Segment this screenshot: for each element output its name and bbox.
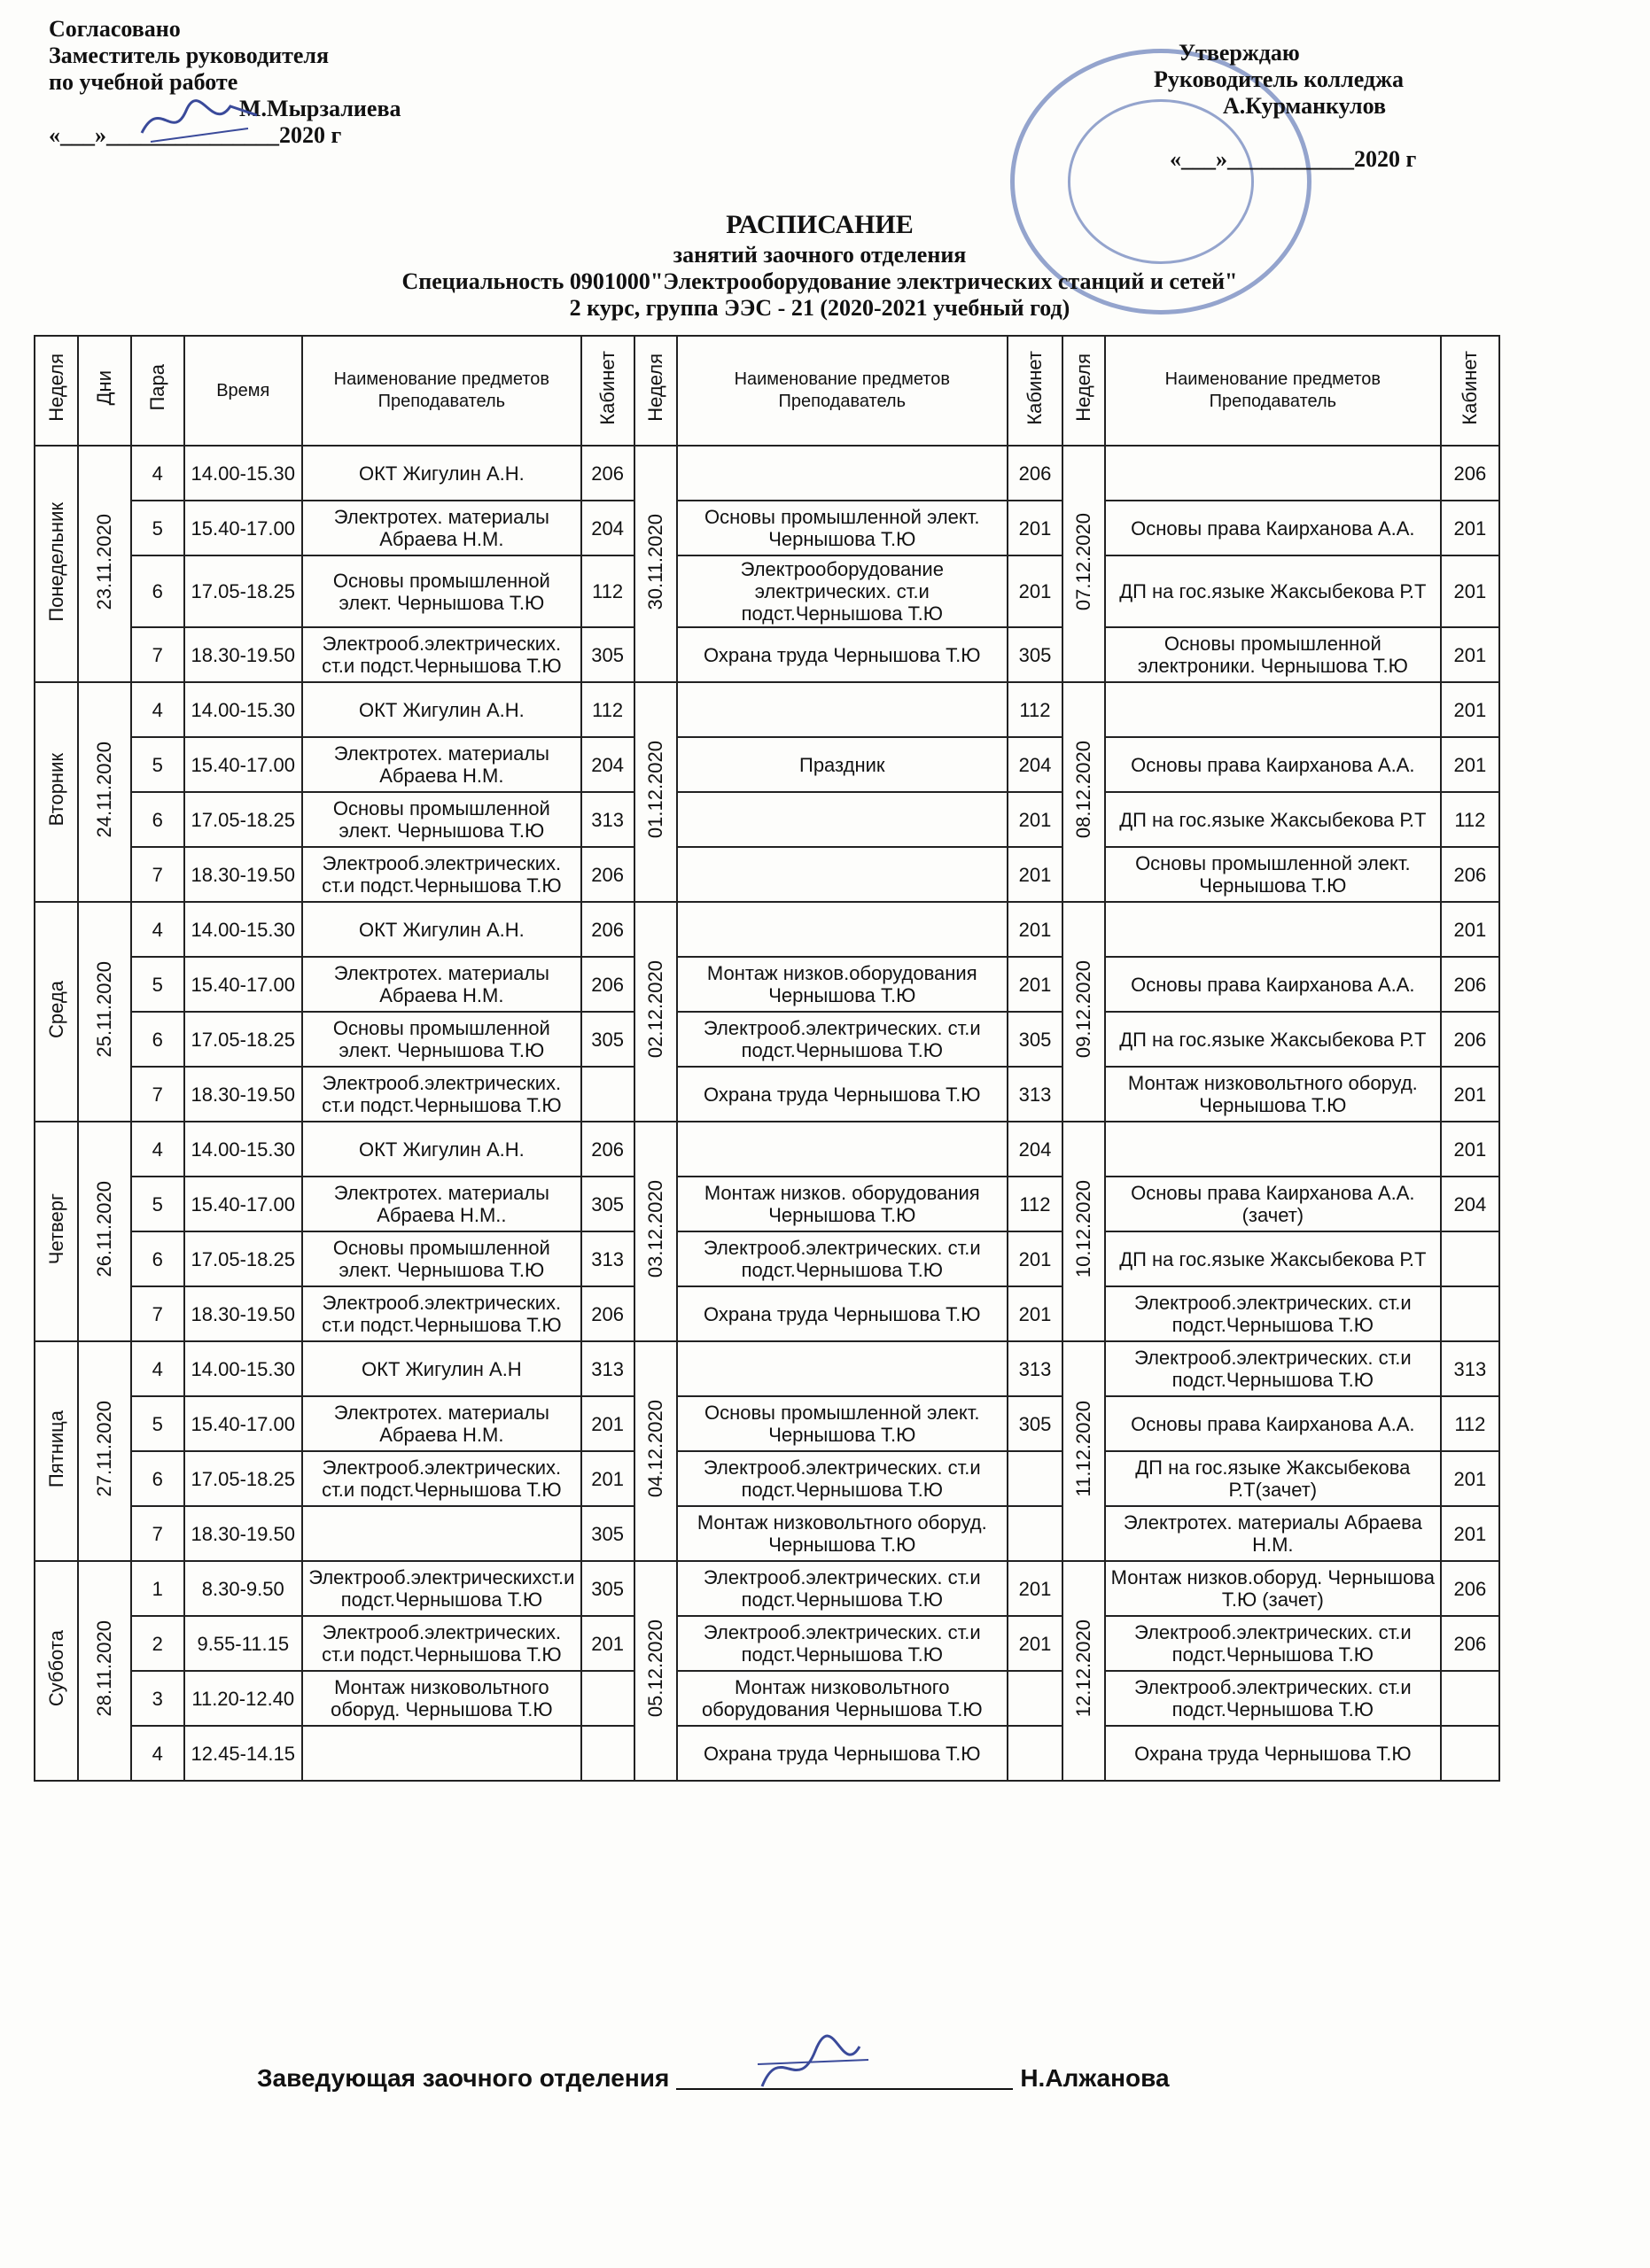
subject-week-2: Электрооб.электрических. ст.и подст.Чернышова Т.Ю <box>677 1012 1008 1067</box>
time-slot: 18.30-19.50 <box>184 627 302 682</box>
group: 2 курс, группа ЭЭС - 21 (2020-2021 учебный год) <box>569 295 1070 321</box>
time-slot: 8.30-9.50 <box>184 1561 302 1616</box>
subject-week-1: Электрооб.электрических. ст.и подст.Чернышова Т.Ю <box>302 847 581 902</box>
room-week-3 <box>1441 1671 1499 1726</box>
subject-week-1: Электротех. материалы Абраева Н.М. <box>302 501 581 555</box>
time-slot: 15.40-17.00 <box>184 1177 302 1231</box>
subject-week-1: Основы промышленной элект. Чернышова Т.Ю <box>302 555 581 627</box>
subject-week-1: Электротех. материалы Абраева Н.М. <box>302 737 581 792</box>
table-row <box>35 957 1499 1012</box>
subject-week-2 <box>677 682 1008 737</box>
subject-week-2: Монтаж низков. оборудования Чернышова Т.Ю <box>677 1177 1008 1231</box>
room-week-1: 206 <box>581 1286 634 1341</box>
room-week-3: 201 <box>1441 501 1499 555</box>
week-date-1: 23.11.2020 <box>78 446 131 682</box>
col-week: Неделя <box>35 336 78 446</box>
time-slot: 14.00-15.30 <box>184 1341 302 1396</box>
pair-number: 2 <box>131 1616 184 1671</box>
room-week-1: 313 <box>581 1341 634 1396</box>
room-week-2: 201 <box>1008 792 1062 847</box>
time-slot: 11.20-12.40 <box>184 1671 302 1726</box>
footer-label: Заведующая заочного отделения <box>257 2064 670 2092</box>
room-week-3: 206 <box>1441 1012 1499 1067</box>
col-room-3: Кабинет <box>1441 336 1499 446</box>
table-row <box>35 1122 1499 1177</box>
pair-number: 5 <box>131 501 184 555</box>
time-slot: 17.05-18.25 <box>184 1231 302 1286</box>
schedule-table <box>34 335 1500 1782</box>
day-name: Среда <box>35 902 78 1122</box>
time-slot: 17.05-18.25 <box>184 1451 302 1506</box>
week-date-2: 01.12.2020 <box>634 682 677 902</box>
week-date-1: 28.11.2020 <box>78 1561 131 1781</box>
subject-week-2 <box>677 847 1008 902</box>
room-week-3: 201 <box>1441 902 1499 957</box>
room-week-1: 206 <box>581 446 634 501</box>
room-week-1: 201 <box>581 1396 634 1451</box>
approval-position: Заместитель руководителя <box>49 43 330 68</box>
subject-week-2 <box>677 446 1008 501</box>
subject-week-3 <box>1105 446 1441 501</box>
week-date-1: 27.11.2020 <box>78 1341 131 1561</box>
subject-week-1: ОКТ Жигулин А.Н. <box>302 446 581 501</box>
subject-week-1: ОКТ Жигулин А.Н. <box>302 682 581 737</box>
subject-week-1: Электротех. материалы Абраева Н.М. <box>302 957 581 1012</box>
pair-number: 5 <box>131 1177 184 1231</box>
subject-week-3: Основы промышленной электроники. Чернышова Т.Ю <box>1105 627 1441 682</box>
week-date-2: 03.12.2020 <box>634 1122 677 1341</box>
room-week-3: 112 <box>1441 1396 1499 1451</box>
subject-week-3: Охрана труда Чернышова Т.Ю <box>1105 1726 1441 1781</box>
room-week-3: 204 <box>1441 1177 1499 1231</box>
subject-week-3: ДП на гос.языке Жаксыбекова Р.Т <box>1105 1231 1441 1286</box>
subject-week-3: ДП на гос.языке Жаксыбекова Р.Т(зачет) <box>1105 1451 1441 1506</box>
subject-week-3: ДП на гос.языке Жаксыбекова Р.Т <box>1105 1012 1441 1067</box>
col-subject-2: Наименование предметов Преподаватель <box>677 336 1008 446</box>
subject-week-3 <box>1105 902 1441 957</box>
time-slot: 15.40-17.00 <box>184 501 302 555</box>
approve-block <box>1154 40 1417 173</box>
col-week-2: Неделя <box>634 336 677 446</box>
subject-week-2: Основы промышленной элект. Чернышова Т.Ю <box>677 1396 1008 1451</box>
approval-date: «___»_______________2020 г <box>49 122 342 148</box>
room-week-2: 201 <box>1008 1561 1062 1616</box>
footer-signature <box>257 2064 1170 2093</box>
week-date-2: 05.12.2020 <box>634 1561 677 1781</box>
subject-week-3: Основы права Каирханова А.А. <box>1105 501 1441 555</box>
room-week-2: 204 <box>1008 1122 1062 1177</box>
subject-week-3: Основы права Каирханова А.А. <box>1105 957 1441 1012</box>
room-week-1: 206 <box>581 902 634 957</box>
subject-week-1: Электрооб.электрических. ст.и подст.Чернышова Т.Ю <box>302 1286 581 1341</box>
subject-week-1: Электрооб.электрическихст.и подст.Чернышова Т.Ю <box>302 1561 581 1616</box>
subject-week-3: Монтаж низков.оборуд. Чернышова Т.Ю (зачет) <box>1105 1561 1441 1616</box>
room-week-1: 305 <box>581 1506 634 1561</box>
table-row <box>35 1177 1499 1231</box>
pair-number: 5 <box>131 737 184 792</box>
subject-week-1 <box>302 1506 581 1561</box>
table-header-row <box>35 336 1499 446</box>
table-row <box>35 847 1499 902</box>
table-row <box>35 1561 1499 1616</box>
col-pair: Пара <box>131 336 184 446</box>
subject-week-3: ДП на гос.языке Жаксыбекова Р.Т <box>1105 555 1441 627</box>
subject-week-2: Основы промышленной элект. Чернышова Т.Ю <box>677 501 1008 555</box>
subject-week-2 <box>677 1341 1008 1396</box>
pair-number: 6 <box>131 792 184 847</box>
room-week-1: 313 <box>581 792 634 847</box>
col-days: Дни <box>78 336 131 446</box>
approve-title: Утверждаю <box>1179 40 1300 66</box>
table-row <box>35 1616 1499 1671</box>
room-week-2: 112 <box>1008 682 1062 737</box>
subject-week-2 <box>677 902 1008 957</box>
subject-week-3: Основы промышленной элект. Чернышова Т.Ю <box>1105 847 1441 902</box>
subject-week-1: Электрооб.электрических. ст.и подст.Чернышова Т.Ю <box>302 1616 581 1671</box>
room-week-1: 206 <box>581 957 634 1012</box>
room-week-2: 201 <box>1008 1616 1062 1671</box>
subject-week-1: Основы промышленной элект. Чернышова Т.Ю <box>302 1231 581 1286</box>
room-week-2: 313 <box>1008 1341 1062 1396</box>
room-week-2: 201 <box>1008 1231 1062 1286</box>
subject-week-2: Электрооборудование электрических. ст.и подст.Чернышова Т.Ю <box>677 555 1008 627</box>
time-slot: 18.30-19.50 <box>184 847 302 902</box>
room-week-2: 201 <box>1008 555 1062 627</box>
time-slot: 14.00-15.30 <box>184 902 302 957</box>
subject-week-2: Монтаж низковольтного оборудования Чернышова Т.Ю <box>677 1671 1008 1726</box>
week-date-3: 07.12.2020 <box>1062 446 1105 682</box>
room-week-2: 112 <box>1008 1177 1062 1231</box>
room-week-1 <box>581 1067 634 1122</box>
time-slot: 12.45-14.15 <box>184 1726 302 1781</box>
room-week-1: 305 <box>581 627 634 682</box>
subject-week-2 <box>677 792 1008 847</box>
room-week-1 <box>581 1726 634 1781</box>
week-date-3: 09.12.2020 <box>1062 902 1105 1122</box>
day-name: Вторник <box>35 682 78 902</box>
room-week-2: 305 <box>1008 1396 1062 1451</box>
room-week-1 <box>581 1671 634 1726</box>
room-week-3 <box>1441 1231 1499 1286</box>
table-row <box>35 446 1499 501</box>
signature-left <box>133 89 266 151</box>
subject-week-3: Основы права Каирханова А.А. <box>1105 737 1441 792</box>
time-slot: 18.30-19.50 <box>184 1286 302 1341</box>
pair-number: 4 <box>131 902 184 957</box>
approval-name: М.Мырзалиева <box>239 96 401 121</box>
pair-number: 7 <box>131 1506 184 1561</box>
room-week-1: 201 <box>581 1616 634 1671</box>
room-week-2 <box>1008 1506 1062 1561</box>
table-row <box>35 1671 1499 1726</box>
room-week-2 <box>1008 1451 1062 1506</box>
subject-week-1 <box>302 1726 581 1781</box>
week-date-2: 30.11.2020 <box>634 446 677 682</box>
time-slot: 18.30-19.50 <box>184 1067 302 1122</box>
subject-week-2 <box>677 1122 1008 1177</box>
subject-week-3: Электротех. материалы Абраева Н.М. <box>1105 1506 1441 1561</box>
room-week-3: 313 <box>1441 1341 1499 1396</box>
pair-number: 3 <box>131 1671 184 1726</box>
day-name: Пятница <box>35 1341 78 1561</box>
subject-week-1: Электрооб.электрических. ст.и подст.Чернышова Т.Ю <box>302 1067 581 1122</box>
week-date-1: 24.11.2020 <box>78 682 131 902</box>
room-week-1: 201 <box>581 1451 634 1506</box>
room-week-1: 204 <box>581 737 634 792</box>
table-row <box>35 1726 1499 1781</box>
week-date-2: 02.12.2020 <box>634 902 677 1122</box>
room-week-3: 201 <box>1441 1451 1499 1506</box>
approve-position: Руководитель колледжа <box>1154 66 1404 92</box>
pair-number: 4 <box>131 1341 184 1396</box>
room-week-1: 112 <box>581 555 634 627</box>
room-week-1: 305 <box>581 1561 634 1616</box>
pair-number: 7 <box>131 847 184 902</box>
room-week-2: 305 <box>1008 627 1062 682</box>
room-week-1: 305 <box>581 1177 634 1231</box>
subject-week-3: Монтаж низковольтного оборуд. Чернышова Т.Ю <box>1105 1067 1441 1122</box>
subject-week-3: Электрооб.электрических. ст.и подст.Чернышова Т.Ю <box>1105 1341 1441 1396</box>
room-week-2: 201 <box>1008 847 1062 902</box>
room-week-3: 206 <box>1441 847 1499 902</box>
subject-week-1: ОКТ Жигулин А.Н. <box>302 902 581 957</box>
subject-week-2: Охрана труда Чернышова Т.Ю <box>677 627 1008 682</box>
time-slot: 18.30-19.50 <box>184 1506 302 1561</box>
day-name: Четверг <box>35 1122 78 1341</box>
room-week-2 <box>1008 1726 1062 1781</box>
room-week-3: 201 <box>1441 627 1499 682</box>
subject-week-3 <box>1105 1122 1441 1177</box>
room-week-3: 206 <box>1441 957 1499 1012</box>
time-slot: 15.40-17.00 <box>184 1396 302 1451</box>
subject-week-1: Электрооб.электрических. ст.и подст.Чернышова Т.Ю <box>302 627 581 682</box>
room-week-3: 112 <box>1441 792 1499 847</box>
subject-week-2: Электрооб.электрических. ст.и подст.Чернышова Т.Ю <box>677 1451 1008 1506</box>
subject-week-2: Электрооб.электрических. ст.и подст.Чернышова Т.Ю <box>677 1616 1008 1671</box>
pair-number: 4 <box>131 1122 184 1177</box>
room-week-2: 204 <box>1008 737 1062 792</box>
room-week-2 <box>1008 1671 1062 1726</box>
subject-week-1: Основы промышленной элект. Чернышова Т.Ю <box>302 792 581 847</box>
room-week-2: 206 <box>1008 446 1062 501</box>
table-row <box>35 1506 1499 1561</box>
time-slot: 9.55-11.15 <box>184 1616 302 1671</box>
document-title: РАСПИСАНИЕ <box>726 210 914 239</box>
room-week-3: 201 <box>1441 1067 1499 1122</box>
col-week-3: Неделя <box>1062 336 1105 446</box>
room-week-1: 204 <box>581 501 634 555</box>
room-week-3: 201 <box>1441 555 1499 627</box>
room-week-1: 206 <box>581 1122 634 1177</box>
document-title-block <box>204 208 1436 322</box>
table-row <box>35 1341 1499 1396</box>
table-row <box>35 1396 1499 1451</box>
room-week-1: 305 <box>581 1012 634 1067</box>
room-week-3: 206 <box>1441 446 1499 501</box>
subject-week-3: Электрооб.электрических. ст.и подст.Чернышова Т.Ю <box>1105 1616 1441 1671</box>
pair-number: 6 <box>131 555 184 627</box>
room-week-3: 201 <box>1441 682 1499 737</box>
table-row <box>35 1012 1499 1067</box>
subject-week-1: ОКТ Жигулин А.Н. <box>302 1122 581 1177</box>
pair-number: 7 <box>131 1286 184 1341</box>
subject-week-2: Монтаж низковольтного оборуд. Чернышова Т.Ю <box>677 1506 1008 1561</box>
pair-number: 6 <box>131 1451 184 1506</box>
subject-week-2: Праздник <box>677 737 1008 792</box>
subject-week-1: Основы промышленной элект. Чернышова Т.Ю <box>302 1012 581 1067</box>
document-subtitle: занятий заочного отделения <box>673 242 967 268</box>
approve-name: А.Курманкулов <box>1223 93 1387 119</box>
approval-position-2: по учебной работе <box>49 69 238 95</box>
week-date-2: 04.12.2020 <box>634 1341 677 1561</box>
subject-week-3: ДП на гос.языке Жаксыбекова Р.Т <box>1105 792 1441 847</box>
room-week-3: 201 <box>1441 1122 1499 1177</box>
subject-week-2: Охрана труда Чернышова Т.Ю <box>677 1067 1008 1122</box>
table-row <box>35 682 1499 737</box>
subject-week-1: Электротех. материалы Абраева Н.М. <box>302 1396 581 1451</box>
time-slot: 14.00-15.30 <box>184 1122 302 1177</box>
pair-number: 6 <box>131 1012 184 1067</box>
table-row <box>35 1067 1499 1122</box>
subject-week-1: Монтаж низковольтного оборуд. Чернышова Т.Ю <box>302 1671 581 1726</box>
table-row <box>35 1231 1499 1286</box>
signature-footer <box>744 2024 877 2104</box>
col-room-2: Кабинет <box>1008 336 1062 446</box>
time-slot: 17.05-18.25 <box>184 1012 302 1067</box>
pair-number: 1 <box>131 1561 184 1616</box>
pair-number: 4 <box>131 446 184 501</box>
week-date-3: 12.12.2020 <box>1062 1561 1105 1781</box>
footer-name: Н.Алжанова <box>1020 2064 1170 2092</box>
col-subject-3: Наименование предметов Преподаватель <box>1105 336 1441 446</box>
approve-date: «___»___________2020 г <box>1170 146 1417 172</box>
week-date-1: 26.11.2020 <box>78 1122 131 1341</box>
time-slot: 14.00-15.30 <box>184 682 302 737</box>
table-row <box>35 501 1499 555</box>
day-name: Понедельник <box>35 446 78 682</box>
pair-number: 4 <box>131 682 184 737</box>
table-row <box>35 902 1499 957</box>
subject-week-1: ОКТ Жигулин А.Н <box>302 1341 581 1396</box>
subject-week-2: Охрана труда Чернышова Т.Ю <box>677 1726 1008 1781</box>
room-week-3: 201 <box>1441 737 1499 792</box>
table-row <box>35 555 1499 627</box>
time-slot: 14.00-15.30 <box>184 446 302 501</box>
subject-week-1: Электротех. материалы Абраева Н.М.. <box>302 1177 581 1231</box>
room-week-2: 305 <box>1008 1012 1062 1067</box>
pair-number: 7 <box>131 627 184 682</box>
subject-week-3: Электрооб.электрических. ст.и подст.Чернышова Т.Ю <box>1105 1671 1441 1726</box>
time-slot: 17.05-18.25 <box>184 792 302 847</box>
subject-week-2: Электрооб.электрических. ст.и подст.Чернышова Т.Ю <box>677 1231 1008 1286</box>
time-slot: 15.40-17.00 <box>184 737 302 792</box>
room-week-2: 201 <box>1008 957 1062 1012</box>
subject-week-3: Основы права Каирханова А.А. <box>1105 1396 1441 1451</box>
week-date-3: 11.12.2020 <box>1062 1341 1105 1561</box>
room-week-3 <box>1441 1726 1499 1781</box>
table-row <box>35 792 1499 847</box>
table-row <box>35 627 1499 682</box>
room-week-3: 206 <box>1441 1561 1499 1616</box>
col-subject-1: Наименование предметов Преподаватель <box>302 336 581 446</box>
week-date-1: 25.11.2020 <box>78 902 131 1122</box>
day-name: Суббота <box>35 1561 78 1781</box>
col-time: Время <box>184 336 302 446</box>
table-row <box>35 1286 1499 1341</box>
time-slot: 15.40-17.00 <box>184 957 302 1012</box>
subject-week-3: Электрооб.электрических. ст.и подст.Чернышова Т.Ю <box>1105 1286 1441 1341</box>
subject-week-2: Охрана труда Чернышова Т.Ю <box>677 1286 1008 1341</box>
room-week-3 <box>1441 1286 1499 1341</box>
room-week-1: 112 <box>581 682 634 737</box>
table-row <box>35 737 1499 792</box>
time-slot: 17.05-18.25 <box>184 555 302 627</box>
room-week-3: 206 <box>1441 1616 1499 1671</box>
room-week-1: 313 <box>581 1231 634 1286</box>
room-week-2: 313 <box>1008 1067 1062 1122</box>
approval-title: Согласовано <box>49 16 181 42</box>
room-week-2: 201 <box>1008 902 1062 957</box>
table-row <box>35 1451 1499 1506</box>
room-week-2: 201 <box>1008 501 1062 555</box>
pair-number: 6 <box>131 1231 184 1286</box>
subject-week-2: Электрооб.электрических. ст.и подст.Чернышова Т.Ю <box>677 1561 1008 1616</box>
specialty: Специальность 0901000"Электрооборудование электрических станций и сетей" <box>401 268 1238 294</box>
pair-number: 7 <box>131 1067 184 1122</box>
pair-number: 5 <box>131 957 184 1012</box>
room-week-1: 206 <box>581 847 634 902</box>
pair-number: 5 <box>131 1396 184 1451</box>
subject-week-1: Электрооб.электрических. ст.и подст.Чернышова Т.Ю <box>302 1451 581 1506</box>
pair-number: 4 <box>131 1726 184 1781</box>
week-date-3: 10.12.2020 <box>1062 1122 1105 1341</box>
subject-week-3 <box>1105 682 1441 737</box>
subject-week-2: Монтаж низков.оборудования Чернышова Т.Ю <box>677 957 1008 1012</box>
col-room-1: Кабинет <box>581 336 634 446</box>
room-week-3: 201 <box>1441 1506 1499 1561</box>
subject-week-3: Основы права Каирханова А.А.(зачет) <box>1105 1177 1441 1231</box>
room-week-2: 201 <box>1008 1286 1062 1341</box>
week-date-3: 08.12.2020 <box>1062 682 1105 902</box>
